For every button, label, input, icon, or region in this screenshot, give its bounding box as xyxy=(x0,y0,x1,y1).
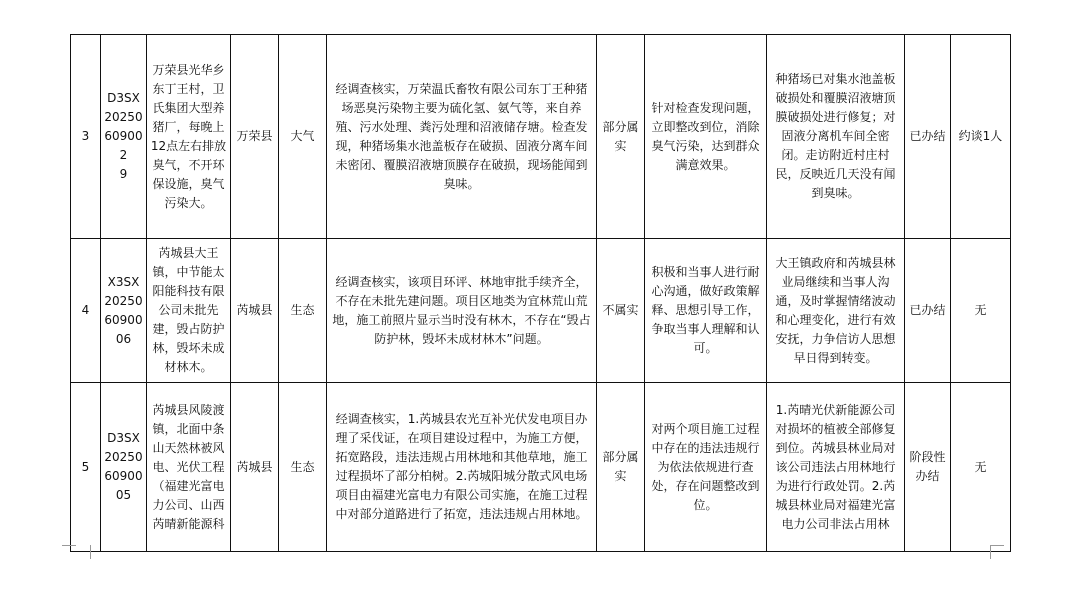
investigation-result: 经调查核实，万荣温氏畜牧有限公司东丁王种猪场恶臭污染物主要为硫化氢、氨气等，来自养殖、污水处理、粪污处理和沼液储存塘。检查发现，种猪场集水池盖板存在破损、固液分离车间未密闭、覆膜沼液塘顶膜存在破损，现场能闻到臭味。 xyxy=(327,35,597,239)
accountability: 约谈1人 xyxy=(951,35,1011,239)
rectification-progress: 1.芮晴光伏新能源公司对损坏的植被全部修复到位。芮城县林业局对该公司违法占用林地行为进行行政处罚。2.芮城县林业局对福建光富电力公司非法占用林 xyxy=(767,383,905,552)
page-corner-mark-left-horizontal xyxy=(62,545,76,546)
complaint-record-table xyxy=(70,34,1011,552)
rectification-measures: 针对检查发现问题，立即整改到位，消除臭气污染，达到群众满意效果。 xyxy=(645,35,767,239)
pollution-category: 生态 xyxy=(279,239,327,383)
pollution-category: 大气 xyxy=(279,35,327,239)
row-index: 5 xyxy=(71,383,101,552)
table-row xyxy=(71,239,1011,383)
accountability: 无 xyxy=(951,239,1011,383)
case-code: D3SX20250609002 9 xyxy=(101,35,147,239)
complaint-description: 芮城县大王镇，中节能太阳能科技有限公司未批先建，毁占防护林，毁坏未成材林木。 xyxy=(147,239,231,383)
county: 芮城县 xyxy=(231,383,279,552)
verdict: 部分属实 xyxy=(597,383,645,552)
case-code: D3SX2025060900 05 xyxy=(101,383,147,552)
rectification-progress: 种猪场已对集水池盖板破损处和覆膜沼液塘顶膜破损处进行修复；对固液分离机车间全密闭。走访附近村庄村民，反映近几天没有闻到臭味。 xyxy=(767,35,905,239)
rectification-measures: 积极和当事人进行耐心沟通，做好政策解释、思想引导工作，争取当事人理解和认可。 xyxy=(645,239,767,383)
accountability: 无 xyxy=(951,383,1011,552)
case-status: 已办结 xyxy=(905,35,951,239)
row-index: 4 xyxy=(71,239,101,383)
verdict: 不属实 xyxy=(597,239,645,383)
page-corner-mark-right-horizontal xyxy=(990,545,1004,546)
rectification-measures: 对两个项目施工过程中存在的违法违规行为依法依规进行查处，存在问题整改到位。 xyxy=(645,383,767,552)
rectification-progress: 大王镇政府和芮城县林业局继续和当事人沟通，及时掌握情绪波动和心理变化，进行有效安抚，力争信访人思想早日得到转变。 xyxy=(767,239,905,383)
pollution-category: 生态 xyxy=(279,383,327,552)
case-code: X3SX2025060900 06 xyxy=(101,239,147,383)
verdict: 部分属实 xyxy=(597,35,645,239)
investigation-result: 经调查核实，该项目环评、林地审批手续齐全，不存在未批先建问题。项目区地类为宜林荒山荒地，施工前照片显示当时没有林木，不存在“毁占防护林，毁坏未成材林木”问题。 xyxy=(327,239,597,383)
page-corner-mark-right xyxy=(990,545,1005,559)
row-index: 3 xyxy=(71,35,101,239)
county: 芮城县 xyxy=(231,239,279,383)
case-status: 已办结 xyxy=(905,239,951,383)
county: 万荣县 xyxy=(231,35,279,239)
table-row xyxy=(71,383,1011,552)
page-corner-mark-left xyxy=(76,545,91,559)
case-status: 阶段性办结 xyxy=(905,383,951,552)
table-row xyxy=(71,35,1011,239)
investigation-result: 经调查核实，1.芮城县农光互补光伏发电项目办理了采伐证，在项目建设过程中，为施工方便，拓宽路段，违法违规占用林地和其他草地，施工过程损坏了部分柏树。2.芮城阳城分散式风电场项目由福建光富电力有限公司实施，在施工过程中对部分道路进行了拓宽，违法违规占用林地。 xyxy=(327,383,597,552)
complaint-description: 万荣县光华乡东丁王村，卫氏集团大型养猪厂，每晚上12点左右排放臭气，不开环保设施，臭气污染大。 xyxy=(147,35,231,239)
complaint-description: 芮城县风陵渡镇，北面中条山天然林被风电、光伏工程（福建光富电力公司、山西芮晴新能源科 xyxy=(147,383,231,552)
